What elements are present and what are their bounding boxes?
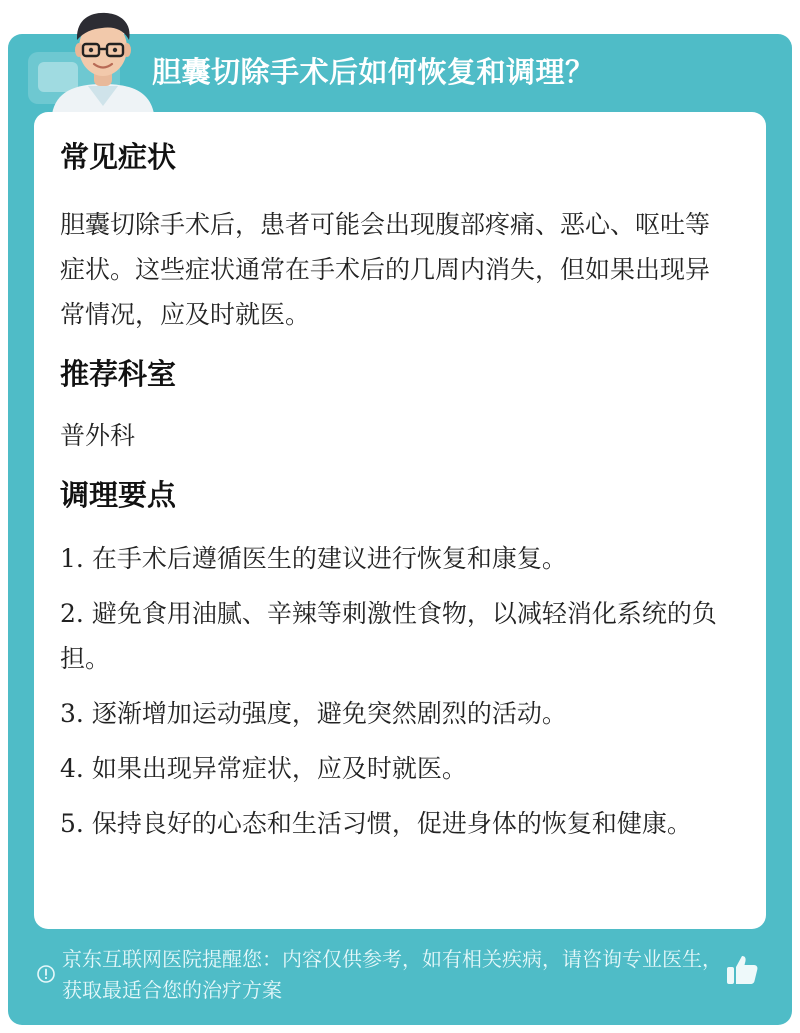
list-item-number: 2.: [60, 599, 84, 628]
section-title-symptoms: 常见症状: [60, 140, 177, 174]
page-title: 胆囊切除手术后如何恢复和调理？: [152, 55, 595, 89]
doctor-avatar-icon: [48, 6, 158, 114]
disclaimer-text: 京东互联网医院提醒您：内容仅供参考，如有相关疾病，请咨询专业医生，获取最适合您的治疗方案: [62, 947, 722, 1002]
section-title-care-tips: 调理要点: [60, 478, 177, 512]
list-item-text: 逐渐增加运动强度，避免突然剧烈的活动。: [91, 699, 567, 728]
list-item-number: 1.: [60, 544, 84, 573]
list-item-number: 3.: [60, 699, 84, 728]
list-item-text: 保持良好的心态和生活习惯，促进身体的恢复和健康。: [91, 809, 692, 838]
list-item-text: 如果出现异常症状，应及时就医。: [91, 754, 467, 783]
list-item-text: 避免食用油腻、辛辣等刺激性食物，以减轻消化系统的负担。: [60, 599, 717, 673]
list-item: [60, 691, 730, 736]
content-body: [60, 136, 730, 856]
list-item-number: 4.: [60, 754, 84, 783]
list-item-number: 5.: [60, 809, 84, 838]
section-body-department: 普外科: [60, 421, 136, 450]
list-item: [60, 746, 730, 791]
care-tips-list: [60, 536, 730, 846]
thumbs-up-icon[interactable]: [724, 952, 760, 988]
section-title-department: 推荐科室: [60, 357, 177, 391]
list-item: [60, 536, 730, 581]
info-icon: [36, 964, 56, 984]
section-body-symptoms: 胆囊切除手术后，患者可能会出现腹部疼痛、恶心、呕吐等症状。这些症状通常在手术后的几周内消失，但如果出现异常情况，应及时就医。: [60, 210, 711, 329]
content-card: [34, 112, 766, 929]
list-item: [60, 801, 730, 846]
list-item: [60, 591, 730, 681]
list-item-text: 在手术后遵循医生的建议进行恢复和康复。: [91, 544, 567, 573]
